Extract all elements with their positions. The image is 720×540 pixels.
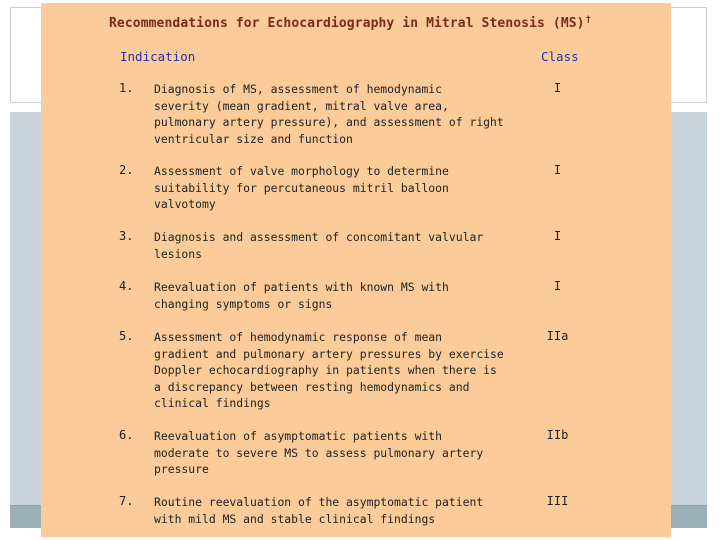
recommendations-table-image <box>41 3 671 537</box>
row-number: 5. <box>119 329 134 343</box>
row-class: I <box>553 163 562 177</box>
row-class: III <box>546 494 569 508</box>
row-indication: Routine reevaluation of the asymptomatic patient with mild MS and stable clinical findings <box>154 495 484 526</box>
indication-column-header: Indication <box>120 49 196 64</box>
row-class: I <box>553 229 562 243</box>
title-footnote-mark: † <box>585 15 592 25</box>
row-number: 7. <box>119 494 134 508</box>
row-class: IIa <box>546 329 569 343</box>
row-number: 4. <box>119 279 134 293</box>
row-class: I <box>553 279 562 293</box>
class-column-header: Class <box>541 49 579 64</box>
row-number: 1. <box>119 81 134 95</box>
row-indication: Reevaluation of asymptomatic patients with moderate to severe MS to assess pulmonary artery pressure <box>154 429 484 477</box>
row-number: 2. <box>119 163 134 177</box>
row-indication: Reevaluation of patients with known MS with changing symptoms or signs <box>154 280 449 311</box>
row-indication: Diagnosis of MS, assessment of hemodynamic severity (mean gradient, mitral valve area, pulmonary artery pressure), and assessment of right ventricular size and function <box>154 82 504 146</box>
row-class: I <box>553 81 562 95</box>
row-indication: Diagnosis and assessment of concomitant valvular lesions <box>154 230 484 261</box>
row-number: 6. <box>119 428 134 442</box>
table-title <box>109 15 591 31</box>
row-indication: Assessment of valve morphology to determine suitability for percutaneous mitril balloon valvotomy <box>154 164 449 212</box>
row-indication: Assessment of hemodynamic response of mean gradient and pulmonary artery pressures by exercise Doppler echocardiography in patients when there is a discrepancy between resting hemodynamics and clinical findings <box>154 330 504 411</box>
row-number: 3. <box>119 229 134 243</box>
row-class: IIb <box>546 428 569 442</box>
title-text: Recommendations for Echocardiography in Mitral Stenosis (MS) <box>109 16 585 31</box>
